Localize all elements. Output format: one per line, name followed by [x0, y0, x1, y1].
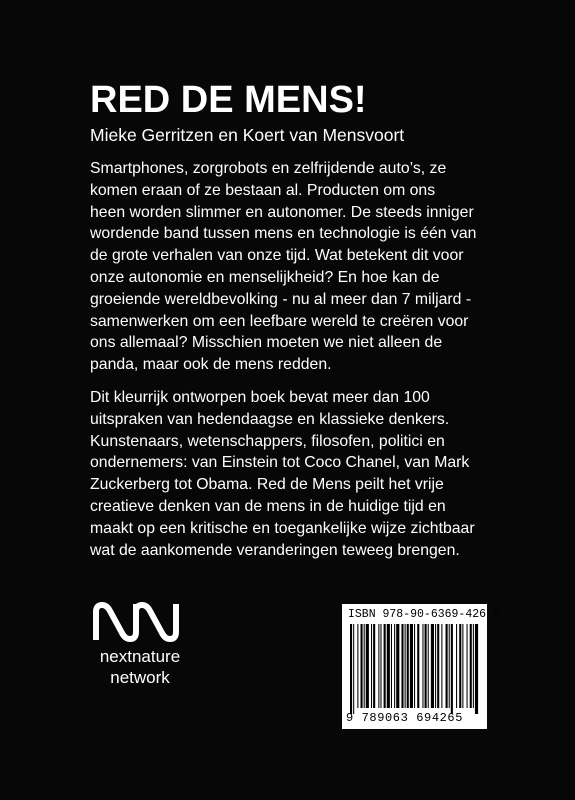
barcode-bar: [371, 624, 372, 708]
blurb-paragraph-2: [90, 387, 530, 561]
barcode-bar: [475, 624, 478, 714]
text-line: uitspraken van hedendaagse en klassieke denkers.: [90, 410, 450, 428]
nnn-logo-icon: [92, 602, 188, 642]
barcode-bar: [350, 624, 352, 714]
text-line: komen eraan of ze bestaan al. Producten om ons: [90, 181, 436, 199]
barcode-bar: [470, 624, 472, 708]
text-line: ons allemaal? Misschien moeten we niet alleen de: [90, 334, 443, 352]
blurb-paragraph-1: [90, 158, 530, 376]
barcode-bar: [462, 624, 463, 708]
barcode-bar: [425, 624, 427, 708]
book-authors: Mieke Gerritzen en Koert van Mensvoort: [90, 125, 405, 145]
barcode-bar: [473, 624, 474, 708]
logo-text-network: network: [110, 668, 170, 687]
text-line: panda, maar ook de mens redden.: [90, 356, 332, 374]
text-line: Kunstenaars, wetenschappers, filosofen, politici en: [90, 432, 445, 450]
barcode-bar: [366, 624, 369, 708]
text-line: Dit kleurrijk ontworpen boek bevat meer dan 100: [90, 389, 430, 406]
barcode-bar: [364, 624, 365, 708]
barcode-bar: [378, 624, 379, 708]
isbn-barcode: [342, 604, 500, 729]
text-line: Smartphones, zorgrobots en zelfrijdende auto’s, ze: [90, 160, 447, 177]
barcode-bar: [414, 624, 415, 708]
ean-number: 9 789063 694265: [346, 711, 464, 725]
barcode-bar: [401, 624, 403, 708]
barcode-bar: [405, 624, 406, 708]
barcode-bar: [391, 624, 392, 708]
barcode-bar: [417, 624, 419, 708]
barcode-bar: [437, 624, 439, 708]
barcode-bar: [357, 624, 358, 708]
book-title: RED DE MENS!: [90, 79, 367, 121]
text-line: onze autonomie en menselijkheid? En hoe kan de: [90, 268, 440, 286]
barcode-bar: [396, 624, 399, 708]
barcode-bar: [422, 624, 423, 708]
barcode-bar: [410, 624, 413, 708]
barcode-bar: [459, 624, 461, 708]
barcode-bar: [361, 624, 363, 708]
barcode-bar: [353, 624, 354, 714]
text-line: maakt op een kritische en toegankelijke wijze zichtbaar: [90, 519, 475, 537]
barcode-bar: [373, 624, 375, 708]
text-line: wat de aankomende veranderingen teweeg brengen.: [90, 541, 460, 559]
barcode-bar: [435, 624, 436, 708]
barcode-bar: [407, 624, 409, 708]
barcode-bar: [449, 624, 450, 708]
barcode-bar: [384, 624, 386, 708]
barcode-bar: [428, 624, 429, 708]
barcode-bar: [446, 624, 448, 708]
text-line: Zuckerberg tot Obama. Red de Mens peilt het vrije: [90, 476, 444, 494]
barcode-bar: [387, 624, 390, 708]
text-line: wordende band tussen mens en technologie is één van: [90, 225, 477, 243]
barcode-bar: [394, 624, 395, 708]
barcode-bar: [441, 624, 442, 708]
text-line: groeiende wereldbevolking - nu al meer dan 7 miljard -: [90, 290, 472, 308]
text-line: ondernemers: van Einstein tot Coco Chanel, van Mark: [90, 454, 470, 472]
barcode-bar: [467, 624, 468, 708]
text-line: heen worden slimmer en autonomer. De steeds inniger: [90, 203, 474, 221]
barcode-bar: [451, 624, 453, 714]
barcode-bar: [380, 624, 381, 708]
barcode-bars: [348, 624, 482, 716]
logo-text-nextnature: nextnature: [99, 647, 181, 666]
text-line: de grote verhalen van onze tijd. Wat betekent dit voor: [90, 247, 464, 265]
text-line: creatieve denken van de mens in de huidige tijd en: [90, 497, 446, 515]
barcode-bar: [456, 624, 457, 708]
barcode-bar: [431, 624, 434, 708]
text-line: samenwerken om een leefbare wereld te creëren voor: [90, 312, 469, 330]
isbn-number: ISBN 978-90-6369-426-5: [348, 608, 500, 621]
